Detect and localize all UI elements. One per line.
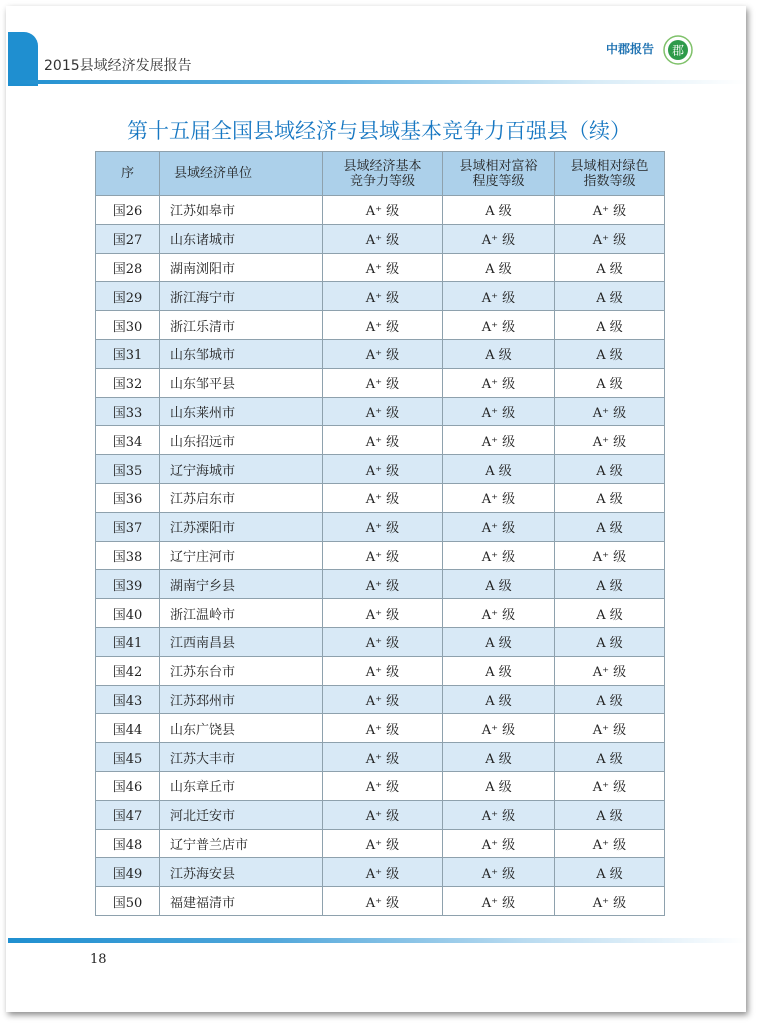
competitiveness-grade: A⁺ 级 — [323, 253, 443, 282]
column-header-affluence: 县域相对富裕程度等级 — [443, 152, 555, 196]
row-number: 国34 — [96, 426, 160, 455]
green-index-grade: A 级 — [555, 685, 665, 714]
page-number: 18 — [90, 952, 107, 967]
county-unit: 山东邹平县 — [160, 368, 323, 397]
county-unit: 江西南昌县 — [160, 627, 323, 656]
affluence-grade: A⁺ 级 — [443, 397, 555, 426]
affluence-grade: A⁺ 级 — [443, 368, 555, 397]
row-number: 国39 — [96, 570, 160, 599]
row-number: 国47 — [96, 800, 160, 829]
competitiveness-grade: A⁺ 级 — [323, 311, 443, 340]
county-unit: 浙江海宁市 — [160, 282, 323, 311]
row-number: 国36 — [96, 483, 160, 512]
affluence-grade: A⁺ 级 — [443, 512, 555, 541]
table-row — [96, 570, 665, 599]
affluence-grade: A 级 — [443, 656, 555, 685]
row-number: 国37 — [96, 512, 160, 541]
county-unit: 辽宁普兰店市 — [160, 829, 323, 858]
table-row — [96, 512, 665, 541]
green-index-grade: A⁺ 级 — [555, 541, 665, 570]
table-row — [96, 858, 665, 887]
affluence-grade: A 级 — [443, 570, 555, 599]
green-index-grade: A 级 — [555, 800, 665, 829]
competitiveness-grade: A⁺ 级 — [323, 829, 443, 858]
affluence-grade: A⁺ 级 — [443, 858, 555, 887]
county-unit: 山东莱州市 — [160, 397, 323, 426]
table-row — [96, 426, 665, 455]
affluence-grade: A 级 — [443, 771, 555, 800]
affluence-grade: A⁺ 级 — [443, 599, 555, 628]
county-unit: 河北迁安市 — [160, 800, 323, 829]
table-row — [96, 282, 665, 311]
county-unit: 山东诸城市 — [160, 224, 323, 253]
green-index-grade: A⁺ 级 — [555, 829, 665, 858]
county-unit: 辽宁海城市 — [160, 455, 323, 484]
competitiveness-grade: A⁺ 级 — [323, 858, 443, 887]
competitiveness-grade: A⁺ 级 — [323, 714, 443, 743]
green-index-grade: A⁺ 级 — [555, 397, 665, 426]
affluence-grade: A⁺ 级 — [443, 541, 555, 570]
affluence-grade: A 级 — [443, 196, 555, 225]
row-number: 国35 — [96, 455, 160, 484]
competitiveness-grade: A⁺ 级 — [323, 282, 443, 311]
table-row — [96, 455, 665, 484]
footer-divider — [8, 938, 746, 943]
row-number: 国49 — [96, 858, 160, 887]
county-unit: 湖南浏阳市 — [160, 253, 323, 282]
table-row — [96, 483, 665, 512]
table-row — [96, 685, 665, 714]
competitiveness-grade: A⁺ 级 — [323, 541, 443, 570]
table-row — [96, 599, 665, 628]
affluence-grade: A⁺ 级 — [443, 800, 555, 829]
green-index-grade: A⁺ 级 — [555, 426, 665, 455]
row-number: 国33 — [96, 397, 160, 426]
table-row — [96, 224, 665, 253]
county-unit: 山东招远市 — [160, 426, 323, 455]
competitiveness-grade: A⁺ 级 — [323, 627, 443, 656]
county-unit: 辽宁庄河市 — [160, 541, 323, 570]
table-row — [96, 339, 665, 368]
green-index-grade: A⁺ 级 — [555, 224, 665, 253]
column-header-competitiveness: 县域经济基本竞争力等级 — [323, 152, 443, 196]
county-unit: 江苏溧阳市 — [160, 512, 323, 541]
table-row — [96, 397, 665, 426]
green-index-grade: A 级 — [555, 627, 665, 656]
row-number: 国29 — [96, 282, 160, 311]
table-header-row — [96, 152, 665, 196]
competitiveness-grade: A⁺ 级 — [323, 224, 443, 253]
row-number: 国38 — [96, 541, 160, 570]
green-index-grade: A 级 — [555, 858, 665, 887]
county-unit: 浙江乐清市 — [160, 311, 323, 340]
header-divider — [8, 80, 746, 84]
competitiveness-grade: A⁺ 级 — [323, 599, 443, 628]
row-number: 国41 — [96, 627, 160, 656]
competitiveness-grade: A⁺ 级 — [323, 512, 443, 541]
green-index-grade: A⁺ 级 — [555, 196, 665, 225]
green-index-grade: A⁺ 级 — [555, 656, 665, 685]
green-index-grade: A 级 — [555, 368, 665, 397]
green-index-grade: A⁺ 级 — [555, 887, 665, 916]
running-header-title: 2015县域经济发展报告 — [44, 58, 192, 74]
row-number: 国30 — [96, 311, 160, 340]
affluence-grade: A 级 — [443, 743, 555, 772]
row-number: 国44 — [96, 714, 160, 743]
table-row — [96, 627, 665, 656]
green-index-grade: A⁺ 级 — [555, 714, 665, 743]
affluence-grade: A⁺ 级 — [443, 887, 555, 916]
competitiveness-grade: A⁺ 级 — [323, 743, 443, 772]
competitiveness-grade: A⁺ 级 — [323, 339, 443, 368]
affluence-grade: A⁺ 级 — [443, 483, 555, 512]
county-unit: 浙江温岭市 — [160, 599, 323, 628]
row-number: 国42 — [96, 656, 160, 685]
competitiveness-grade: A⁺ 级 — [323, 483, 443, 512]
competitiveness-grade: A⁺ 级 — [323, 887, 443, 916]
county-unit: 山东广饶县 — [160, 714, 323, 743]
competitiveness-grade: A⁺ 级 — [323, 800, 443, 829]
competitiveness-grade: A⁺ 级 — [323, 196, 443, 225]
header-tab — [8, 32, 38, 86]
county-unit: 福建福清市 — [160, 887, 323, 916]
table-row — [96, 887, 665, 916]
competitiveness-grade: A⁺ 级 — [323, 570, 443, 599]
green-index-grade: A 级 — [555, 599, 665, 628]
green-index-grade: A 级 — [555, 512, 665, 541]
county-unit: 江苏海安县 — [160, 858, 323, 887]
brand-logo-icon — [663, 35, 693, 65]
county-unit: 山东邹城市 — [160, 339, 323, 368]
row-number: 国40 — [96, 599, 160, 628]
affluence-grade: A⁺ 级 — [443, 426, 555, 455]
row-number: 国28 — [96, 253, 160, 282]
competitiveness-grade: A⁺ 级 — [323, 397, 443, 426]
table-row — [96, 829, 665, 858]
affluence-grade: A⁺ 级 — [443, 714, 555, 743]
county-unit: 江苏如皋市 — [160, 196, 323, 225]
green-index-grade: A 级 — [555, 743, 665, 772]
table-row — [96, 714, 665, 743]
green-index-grade: A 级 — [555, 282, 665, 311]
county-unit: 江苏大丰市 — [160, 743, 323, 772]
row-number: 国48 — [96, 829, 160, 858]
table-row — [96, 771, 665, 800]
competitiveness-grade: A⁺ 级 — [323, 656, 443, 685]
green-index-grade: A 级 — [555, 483, 665, 512]
county-unit: 湖南宁乡县 — [160, 570, 323, 599]
column-header-green-index: 县域相对绿色指数等级 — [555, 152, 665, 196]
affluence-grade: A⁺ 级 — [443, 829, 555, 858]
green-index-grade: A 级 — [555, 311, 665, 340]
logo-text: 郡 — [671, 43, 685, 58]
row-number: 国31 — [96, 339, 160, 368]
county-unit: 江苏启东市 — [160, 483, 323, 512]
row-number: 国46 — [96, 771, 160, 800]
affluence-grade: A 级 — [443, 455, 555, 484]
affluence-grade: A⁺ 级 — [443, 282, 555, 311]
row-number: 国43 — [96, 685, 160, 714]
affluence-grade: A⁺ 级 — [443, 224, 555, 253]
affluence-grade: A 级 — [443, 253, 555, 282]
competitiveness-grade: A⁺ 级 — [323, 771, 443, 800]
row-number: 国32 — [96, 368, 160, 397]
table-row — [96, 311, 665, 340]
green-index-grade: A 级 — [555, 570, 665, 599]
table-row — [96, 196, 665, 225]
page-title: 第十五届全国县域经济与县域基本竞争力百强县（续） — [127, 119, 631, 143]
table-row — [96, 541, 665, 570]
green-index-grade: A 级 — [555, 455, 665, 484]
table-row — [96, 800, 665, 829]
row-number: 国50 — [96, 887, 160, 916]
competitiveness-grade: A⁺ 级 — [323, 685, 443, 714]
row-number: 国45 — [96, 743, 160, 772]
green-index-grade: A⁺ 级 — [555, 771, 665, 800]
table-row — [96, 368, 665, 397]
affluence-grade: A 级 — [443, 627, 555, 656]
ranking-table — [95, 151, 665, 916]
table-row — [96, 253, 665, 282]
county-unit: 江苏邳州市 — [160, 685, 323, 714]
county-unit: 山东章丘市 — [160, 771, 323, 800]
green-index-grade: A 级 — [555, 253, 665, 282]
brand-name: 中郡报告 — [606, 42, 655, 56]
affluence-grade: A 级 — [443, 339, 555, 368]
table-row — [96, 743, 665, 772]
row-number: 国27 — [96, 224, 160, 253]
table-row — [96, 656, 665, 685]
affluence-grade: A⁺ 级 — [443, 311, 555, 340]
column-header-no: 序 — [96, 152, 160, 196]
green-index-grade: A 级 — [555, 339, 665, 368]
competitiveness-grade: A⁺ 级 — [323, 455, 443, 484]
competitiveness-grade: A⁺ 级 — [323, 368, 443, 397]
row-number: 国26 — [96, 196, 160, 225]
affluence-grade: A 级 — [443, 685, 555, 714]
county-unit: 江苏东台市 — [160, 656, 323, 685]
competitiveness-grade: A⁺ 级 — [323, 426, 443, 455]
column-header-unit: 县域经济单位 — [160, 152, 323, 196]
